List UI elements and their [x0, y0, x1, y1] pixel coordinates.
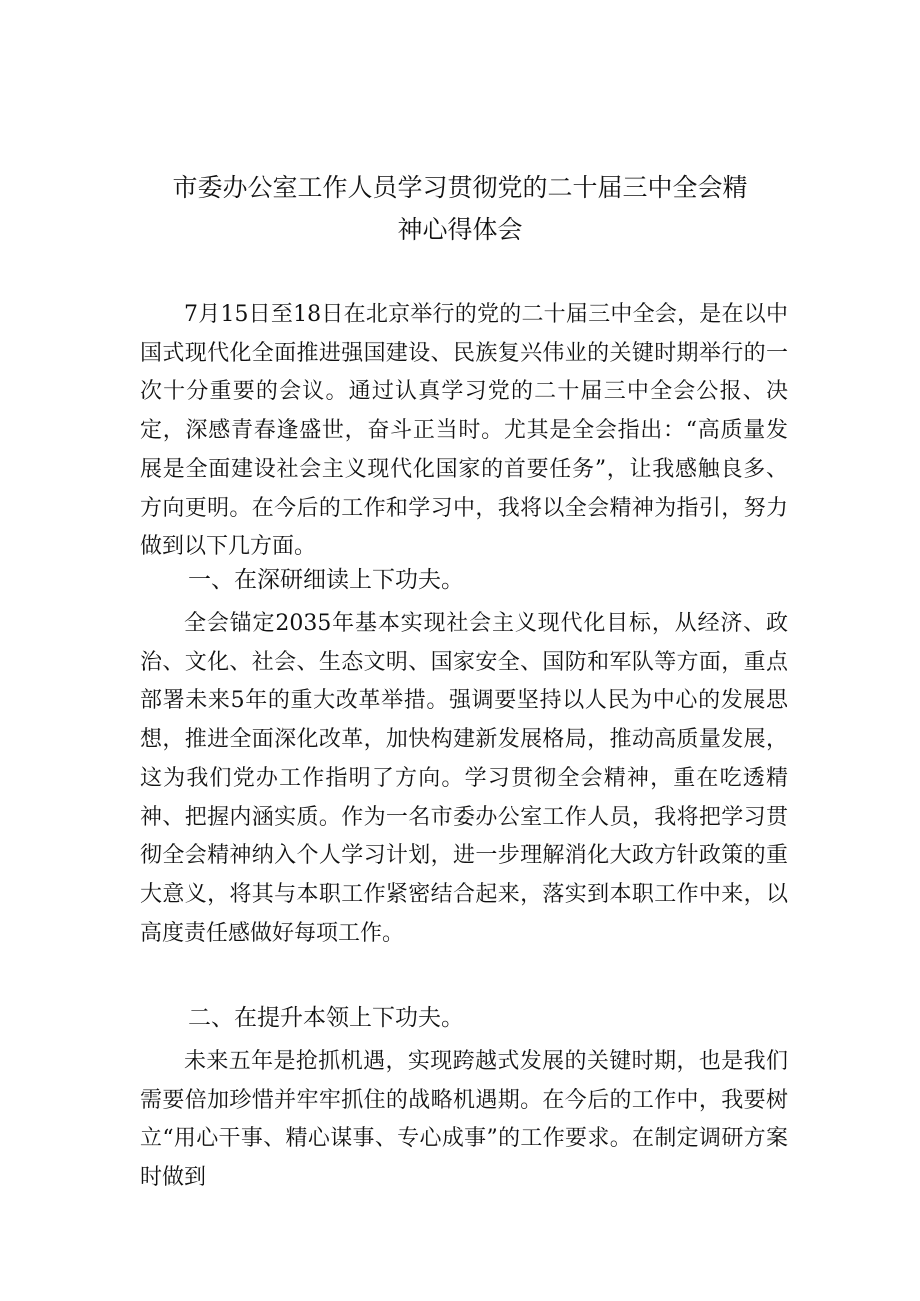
document-title-line-1: 市委办公室工作人员学习贯彻党的二十届三中全会精 [172, 173, 748, 202]
section-heading-1: 一、在深研细读上下功夫。 [188, 567, 464, 593]
paragraph-text: 全会锚定2035年基本实现社会主义现代化目标，从经济、政治、文化、社会、生态文明、国家安全、国防和军队等方面，重点部署未来5年的重大改革举措。强调要坚持以人民为中心的发展思想，推进全面深化改革，加快构建新发展格局，推动高质量发展，这为我们党办工作指明了方向。学习贯彻全会精神，重在吃透精神、把握内涵实质。作为一名市委办公室工作人员，我将把学习贯彻全会精神纳入个人学习计划，进一步理解消化大政方针政策的重大意义，将其与本职工作紧密结合起来，落实到本职工作中来，以高度责任感做好每项工作。 [140, 611, 788, 946]
paragraph-intro [140, 296, 788, 567]
paragraph-text: 7月15日至18日在北京举行的党的二十届三中全会，是在以中国式现代化全面推进强国建设、民族复兴伟业的关键时期举行的一次十分重要的会议。通过认真学习党的二十届三中全会公报、决定，深感青春逢盛世，奋斗正当时。尤其是全会指出：“高质量发展是全面建设社会主义现代化国家的首要任务”，让我感触良多、方向更明。在今后的工作和学习中，我将以全会精神为指引，努力做到以下几方面。 [140, 302, 788, 560]
paragraph-text: 未来五年是抢抓机遇，实现跨越式发展的关键时期，也是我们需要倍加珍惜并牢牢抓住的战略机遇期。在今后的工作中，我要树立“用心干事、精心谋事、专心成事”的工作要求。在制定调研方案时做到 [140, 1049, 788, 1191]
paragraph-section-2 [140, 1043, 788, 1198]
section-heading-2: 二、在提升本领上下功夫。 [188, 1005, 464, 1031]
document-title-line-2: 神心得体会 [397, 215, 523, 244]
paragraph-section-1 [140, 605, 788, 953]
